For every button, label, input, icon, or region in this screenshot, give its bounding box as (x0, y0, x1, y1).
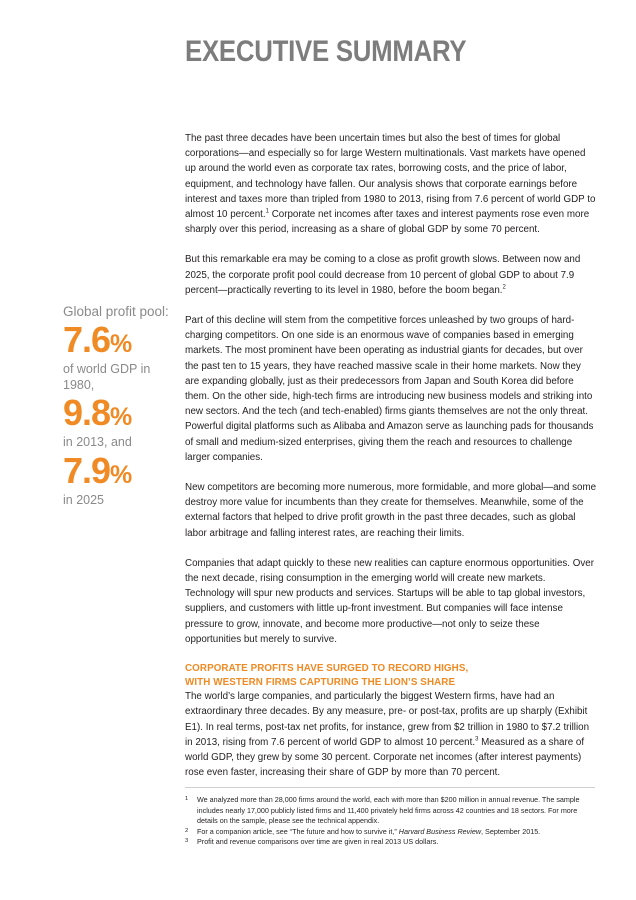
paragraph-text: The past three decades have been uncertain times but also the best of times for global corporations—and especially so for large Western multinationals. Vast markets have opened up around the world even as corporate tax rates, borrowing costs, and the price of labor, equipment, and technology have fallen. Our analysis shows that corporate earnings before interest and taxes more than tripled from 1980 to 2013, rising from 7.6 percent of world GDP to almost 10 percent. (185, 133, 596, 221)
footnote-ref[interactable]: 3 (475, 736, 479, 743)
footnotes (185, 795, 597, 848)
stat-value (63, 392, 175, 435)
stat-unit: % (110, 460, 132, 489)
paragraph: Part of this decline will stem from the competitive forces unleashed by two groups of hard-charging competitors. On one side is an enormous wave of companies based in emerging markets. The most prominent have been operating as industrial giants for decades, but over the past ten to 15 years, they have reached massive scale in their home markets. Now they are expanding globally, just as their predecessors from Japan and South Korea did before them. On the other side, high-tech firms are introducing new business models and striking into new sectors. And the tech (and tech-enabled) firms giants themselves are not the only threat. Powerful digital platforms such as Alibaba and Amazon serve as launching pads for thousands of small and medium-sized enterprises, giving them the reach and resources to challenge larger companies. (185, 315, 594, 463)
callout-label: Global profit pool: (63, 304, 169, 319)
footnote-divider (185, 787, 595, 788)
stat-unit: % (110, 403, 132, 431)
paragraph: New competitors are becoming more numerous, more formidable, and more global—and some destroy more value for incumbents than they create for themselves. Meanwhile, some of the external factors that helped to drive profit growth in the past three decades, such as global labor arbitrage and falling interest rates, are reaching their limits. (185, 482, 597, 539)
paragraph: Companies that adapt quickly to these new realities can capture enormous opportunities. Over the next decade, rising consumption in the emerging world will create new markets. Technology will spur new products and services. Startups will be able to tap global investors, suppliers, and customers with little up-front investment. But companies will face intense pressure to grow, innovate, and become more productive—not only to seize these opportunities but merely to survive. (185, 557, 594, 645)
stat-value (63, 449, 175, 493)
section-heading-line: WITH WESTERN FIRMS CAPTURING THE LION’S SHARE (185, 676, 456, 688)
paragraph (185, 131, 597, 237)
paragraph-text: Measured as a share of world GDP, they grew by some 30 percent. Corporate net incomes (after interest payments) rose even faster, increasing their share of GDP by more than 70 percent. (185, 736, 585, 779)
footnote-text: , September 2015. (481, 826, 541, 836)
stat-caption: in 2013, and (63, 435, 132, 449)
stat-unit: % (110, 330, 132, 358)
footnote (185, 837, 597, 848)
footnote-text: Profit and revenue comparisons over time are given in real 2013 US dollars. (197, 837, 439, 847)
sidebar-callout (63, 303, 175, 508)
footnote (185, 827, 597, 838)
footnote-ref[interactable]: 1 (265, 208, 269, 215)
body-text (185, 131, 597, 795)
footnote (185, 795, 597, 827)
stat-number: 7.9 (63, 449, 111, 491)
stat-caption: of world GDP in 1980, (63, 362, 151, 392)
footnote-text: We analyzed more than 28,000 firms around the world, each with more than $200 million in annual revenue. The sample includes nearly 17,000 publicly listed firms and 11,400 privately held firms across 42 countries and 18 sectors. For more details on the sample, please see the technical appendix. (197, 795, 580, 826)
stat-caption: in 2025 (63, 492, 105, 507)
paragraph-text: The world’s large companies, and particularly the biggest Western firms, have had an extraordinary three decades. By any measure, pre- or post-tax, profits are up sharply (Exhibit E1). In real terms, post-tax net profits, for instance, grew from $2 trillion in 1980 to $7.2 trillion in 2013, rising from 7.6 percent of world GDP to almost 10 percent. (185, 691, 590, 748)
stat-value (63, 319, 175, 362)
footnote-text: For a companion article, see “The future and how to survive it,” (197, 826, 399, 836)
section-heading-line: CORPORATE PROFITS HAVE SURGED TO RECORD HIGHS, (185, 663, 469, 675)
paragraph (185, 252, 597, 298)
paragraph-text: But this remarkable era may be coming to a close as profit growth slows. Between now and 2025, the corporate profit pool could decrease from 10 percent of global GDP to about 7.9 percent—practically reverting to its level in 1980, before the boom began. (185, 254, 581, 296)
footnote-ref[interactable]: 2 (502, 284, 506, 291)
footnote-number: 2 (185, 827, 189, 834)
footnote-number: 3 (185, 838, 189, 845)
stat-number: 7.6 (63, 319, 111, 360)
section-heading (185, 662, 597, 689)
stat-number: 9.8 (63, 392, 111, 433)
footnote-citation: Harvard Business Review (398, 826, 482, 836)
paragraph (185, 689, 597, 780)
page-title: EXECUTIVE SUMMARY (185, 35, 467, 68)
paragraph-text: Corporate net incomes after taxes and interest payments rose even more sharply over this period, increasing as a share of global GDP by some 70 percent. (185, 209, 590, 236)
footnote-number: 1 (185, 796, 189, 802)
